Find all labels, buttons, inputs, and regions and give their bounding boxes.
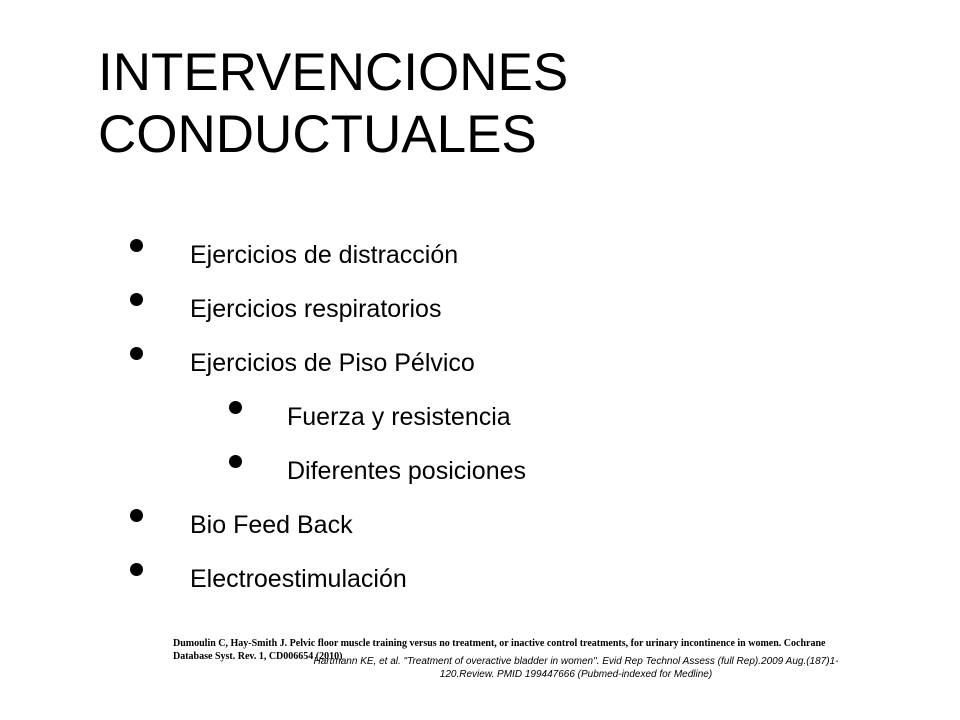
bullet-text: Bio Feed Back — [190, 511, 353, 539]
bullet-text: Ejercicios de distracción — [190, 241, 459, 269]
bullet-dot-icon — [130, 563, 143, 576]
slide-title-line-2: CONDUCTUALES — [98, 105, 537, 164]
sub-bullet-text: Fuerza y resistencia — [287, 403, 511, 431]
reference-hartmann: Hartmann KE, et al. "Treatment of overactive bladder in women". Evid Rep Technol Assess (full Rep).2009 Aug.(187)1-120.Review. PMID 199447666 (Pubmed-indexed for Medline) — [313, 656, 839, 680]
bullet-text: Ejercicios de Piso Pélvico — [190, 349, 475, 377]
reference-dumoulin: Dumoulin C, Hay-Smith J. Pelvic floor muscle training versus no treatment, or inactive control treatments, for urinary incontinence in women. Cochrane Database Syst. Rev. 1, CD006654 (2010) — [173, 638, 826, 662]
bullet-dot-icon — [130, 293, 143, 306]
slide-title — [98, 42, 858, 166]
bullet-dot-icon — [229, 455, 242, 468]
bullet-text: Electroestimulación — [190, 565, 407, 593]
bullet-dot-icon — [130, 509, 143, 522]
bullet-dot-icon — [229, 401, 242, 414]
bullet-dot-icon — [130, 347, 143, 360]
bullet-dot-icon — [130, 239, 143, 252]
sub-bullet-text: Diferentes posiciones — [287, 457, 527, 485]
slide-title-line-1: INTERVENCIONES — [98, 43, 569, 102]
bullet-text: Ejercicios respiratorios — [190, 295, 442, 323]
